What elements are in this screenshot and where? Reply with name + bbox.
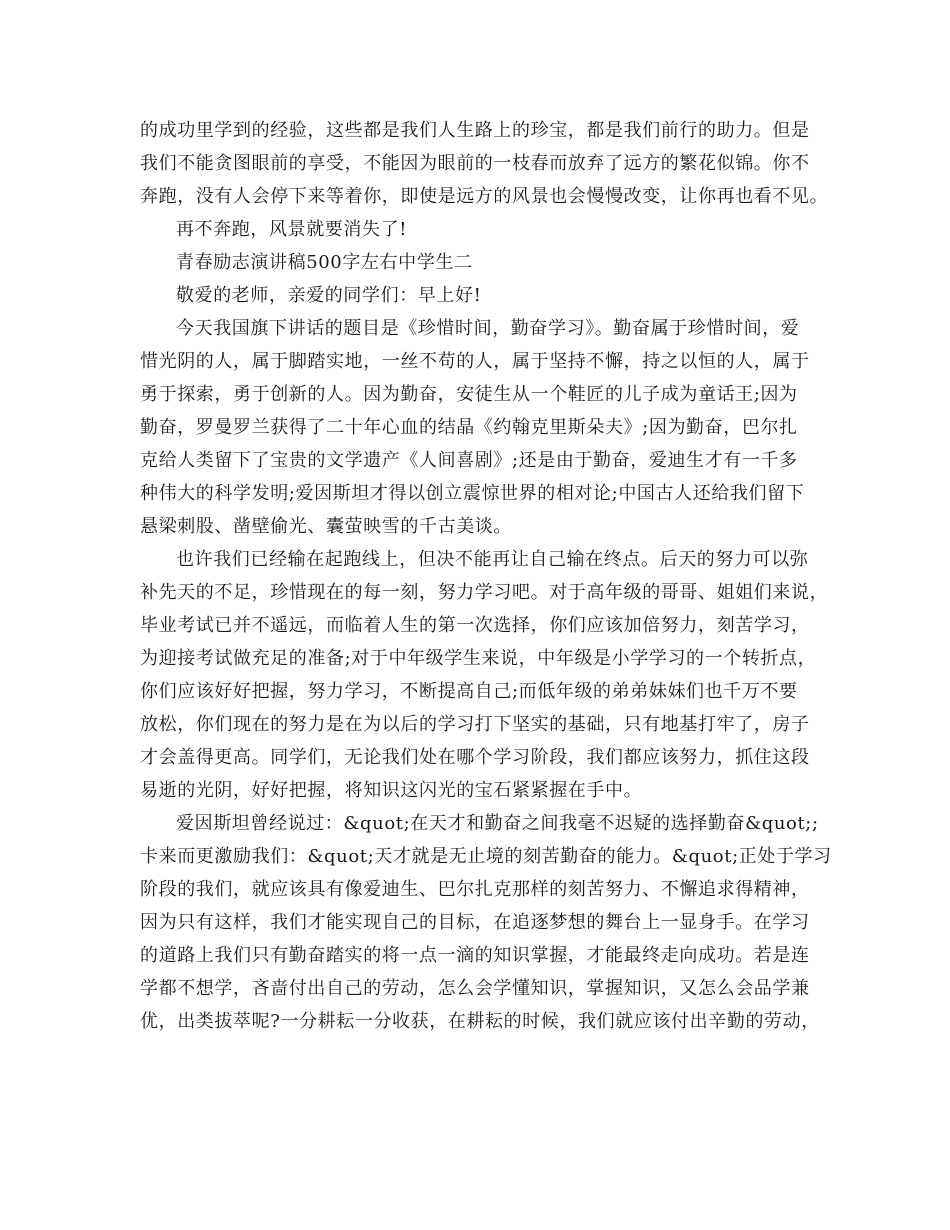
text-line: 阶段的我们，就应该具有像爱迪生、巴尔扎克那样的刻苦努力、不懈追求得精神， xyxy=(140,879,810,900)
text-line: 你们应该好好把握，努力学习，不断提高自己;而低年级的弟弟妹妹们也千万不要 xyxy=(140,681,798,702)
text-line: 易逝的光阴，好好把握，将知识这闪光的宝石紧紧握在手中。 xyxy=(140,780,643,801)
text-line: 惜光阴的人，属于脚踏实地，一丝不苟的人，属于坚持不懈，持之以恒的人，属于 xyxy=(140,351,810,372)
text-line: 敬爱的老师，亲爱的同学们：早上好! xyxy=(176,285,482,306)
text-line: 爱因斯坦曾经说过：&quot;在天才和勤奋之间我毫不迟疑的选择勤奋&quot;; xyxy=(176,813,819,834)
text-line: 才会盖得更高。同学们，无论我们处在哪个学习阶段，我们都应该努力，抓住这段 xyxy=(140,747,810,768)
text-line: 勇于探索，勇于创新的人。因为勤奋，安徒生从一个鞋匠的儿子成为童话王;因为 xyxy=(140,384,798,405)
text-line: 的道路上我们只有勤奋踏实的将一点一滴的知识掌握，才能最终走向成功。若是连 xyxy=(140,945,810,966)
text-line: 优，出类拔萃呢?一分耕耘一分收获，在耕耘的时候，我们就应该付出辛勤的劳动， xyxy=(140,1011,820,1032)
body-text xyxy=(140,114,830,1038)
text-line: 再不奔跑，风景就要消失了! xyxy=(176,219,408,240)
text-line: 学都不想学，吝啬付出自己的劳动，怎么会学懂知识，掌握知识，又怎么会品学兼 xyxy=(140,978,810,999)
text-line: 种伟大的科学发明;爱因斯坦才得以创立震惊世界的相对论;中国古人还给我们留下 xyxy=(140,483,805,504)
text-line: 克给人类留下了宝贵的文学遗产《人间喜剧》;还是由于勤奋，爱迪生才有一千多 xyxy=(140,450,798,471)
text-line: 的成功里学到的经验，这些都是我们人生路上的珍宝，都是我们前行的助力。但是 xyxy=(140,120,810,141)
text-line: 因为只有这样，我们才能实现自己的目标，在追逐梦想的舞台上一显身手。在学习 xyxy=(140,912,810,933)
text-line: 卡来而更激励我们：&quot;天才就是无止境的刻苦勤奋的能力。&quot;正处于学习 xyxy=(140,846,832,867)
text-line: 勤奋，罗曼罗兰获得了二十年心血的结晶《约翰克里斯朵夫》;因为勤奋，巴尔扎 xyxy=(140,417,798,438)
text-line: 奔跑，没有人会停下来等着你，即使是远方的风景也会慢慢改变，让你再也看不见。 xyxy=(140,186,829,207)
text-line: 我们不能贪图眼前的享受，不能因为眼前的一枝春而放弃了远方的繁花似锦。你不 xyxy=(140,153,810,174)
text-line: 毕业考试已并不遥远，而临着人生的第一次选择，你们应该加倍努力，刻苦学习， xyxy=(140,615,810,636)
text-line: 放松，你们现在的努力是在为以后的学习打下坚实的基础，只有地基打牢了，房子 xyxy=(140,714,810,735)
text-line: 也许我们已经输在起跑线上，但决不能再让自己输在终点。后天的努力可以弥 xyxy=(176,549,809,570)
text-line: 补先天的不足，珍惜现在的每一刻，努力学习吧。对于高年级的哥哥、姐姐们来说， xyxy=(140,582,829,603)
text-line: 悬梁刺股、凿壁偷光、囊萤映雪的千古美谈。 xyxy=(140,516,512,537)
text-line: 今天我国旗下讲话的题目是《珍惜时间，勤奋学习》。勤奋属于珍惜时间，爱 xyxy=(176,318,800,339)
text-line: 为迎接考试做充足的准备;对于中年级学生来说，中年级是小学学习的一个转折点， xyxy=(140,648,817,669)
text-line: 青春励志演讲稿500字左右中学生二 xyxy=(176,252,473,273)
